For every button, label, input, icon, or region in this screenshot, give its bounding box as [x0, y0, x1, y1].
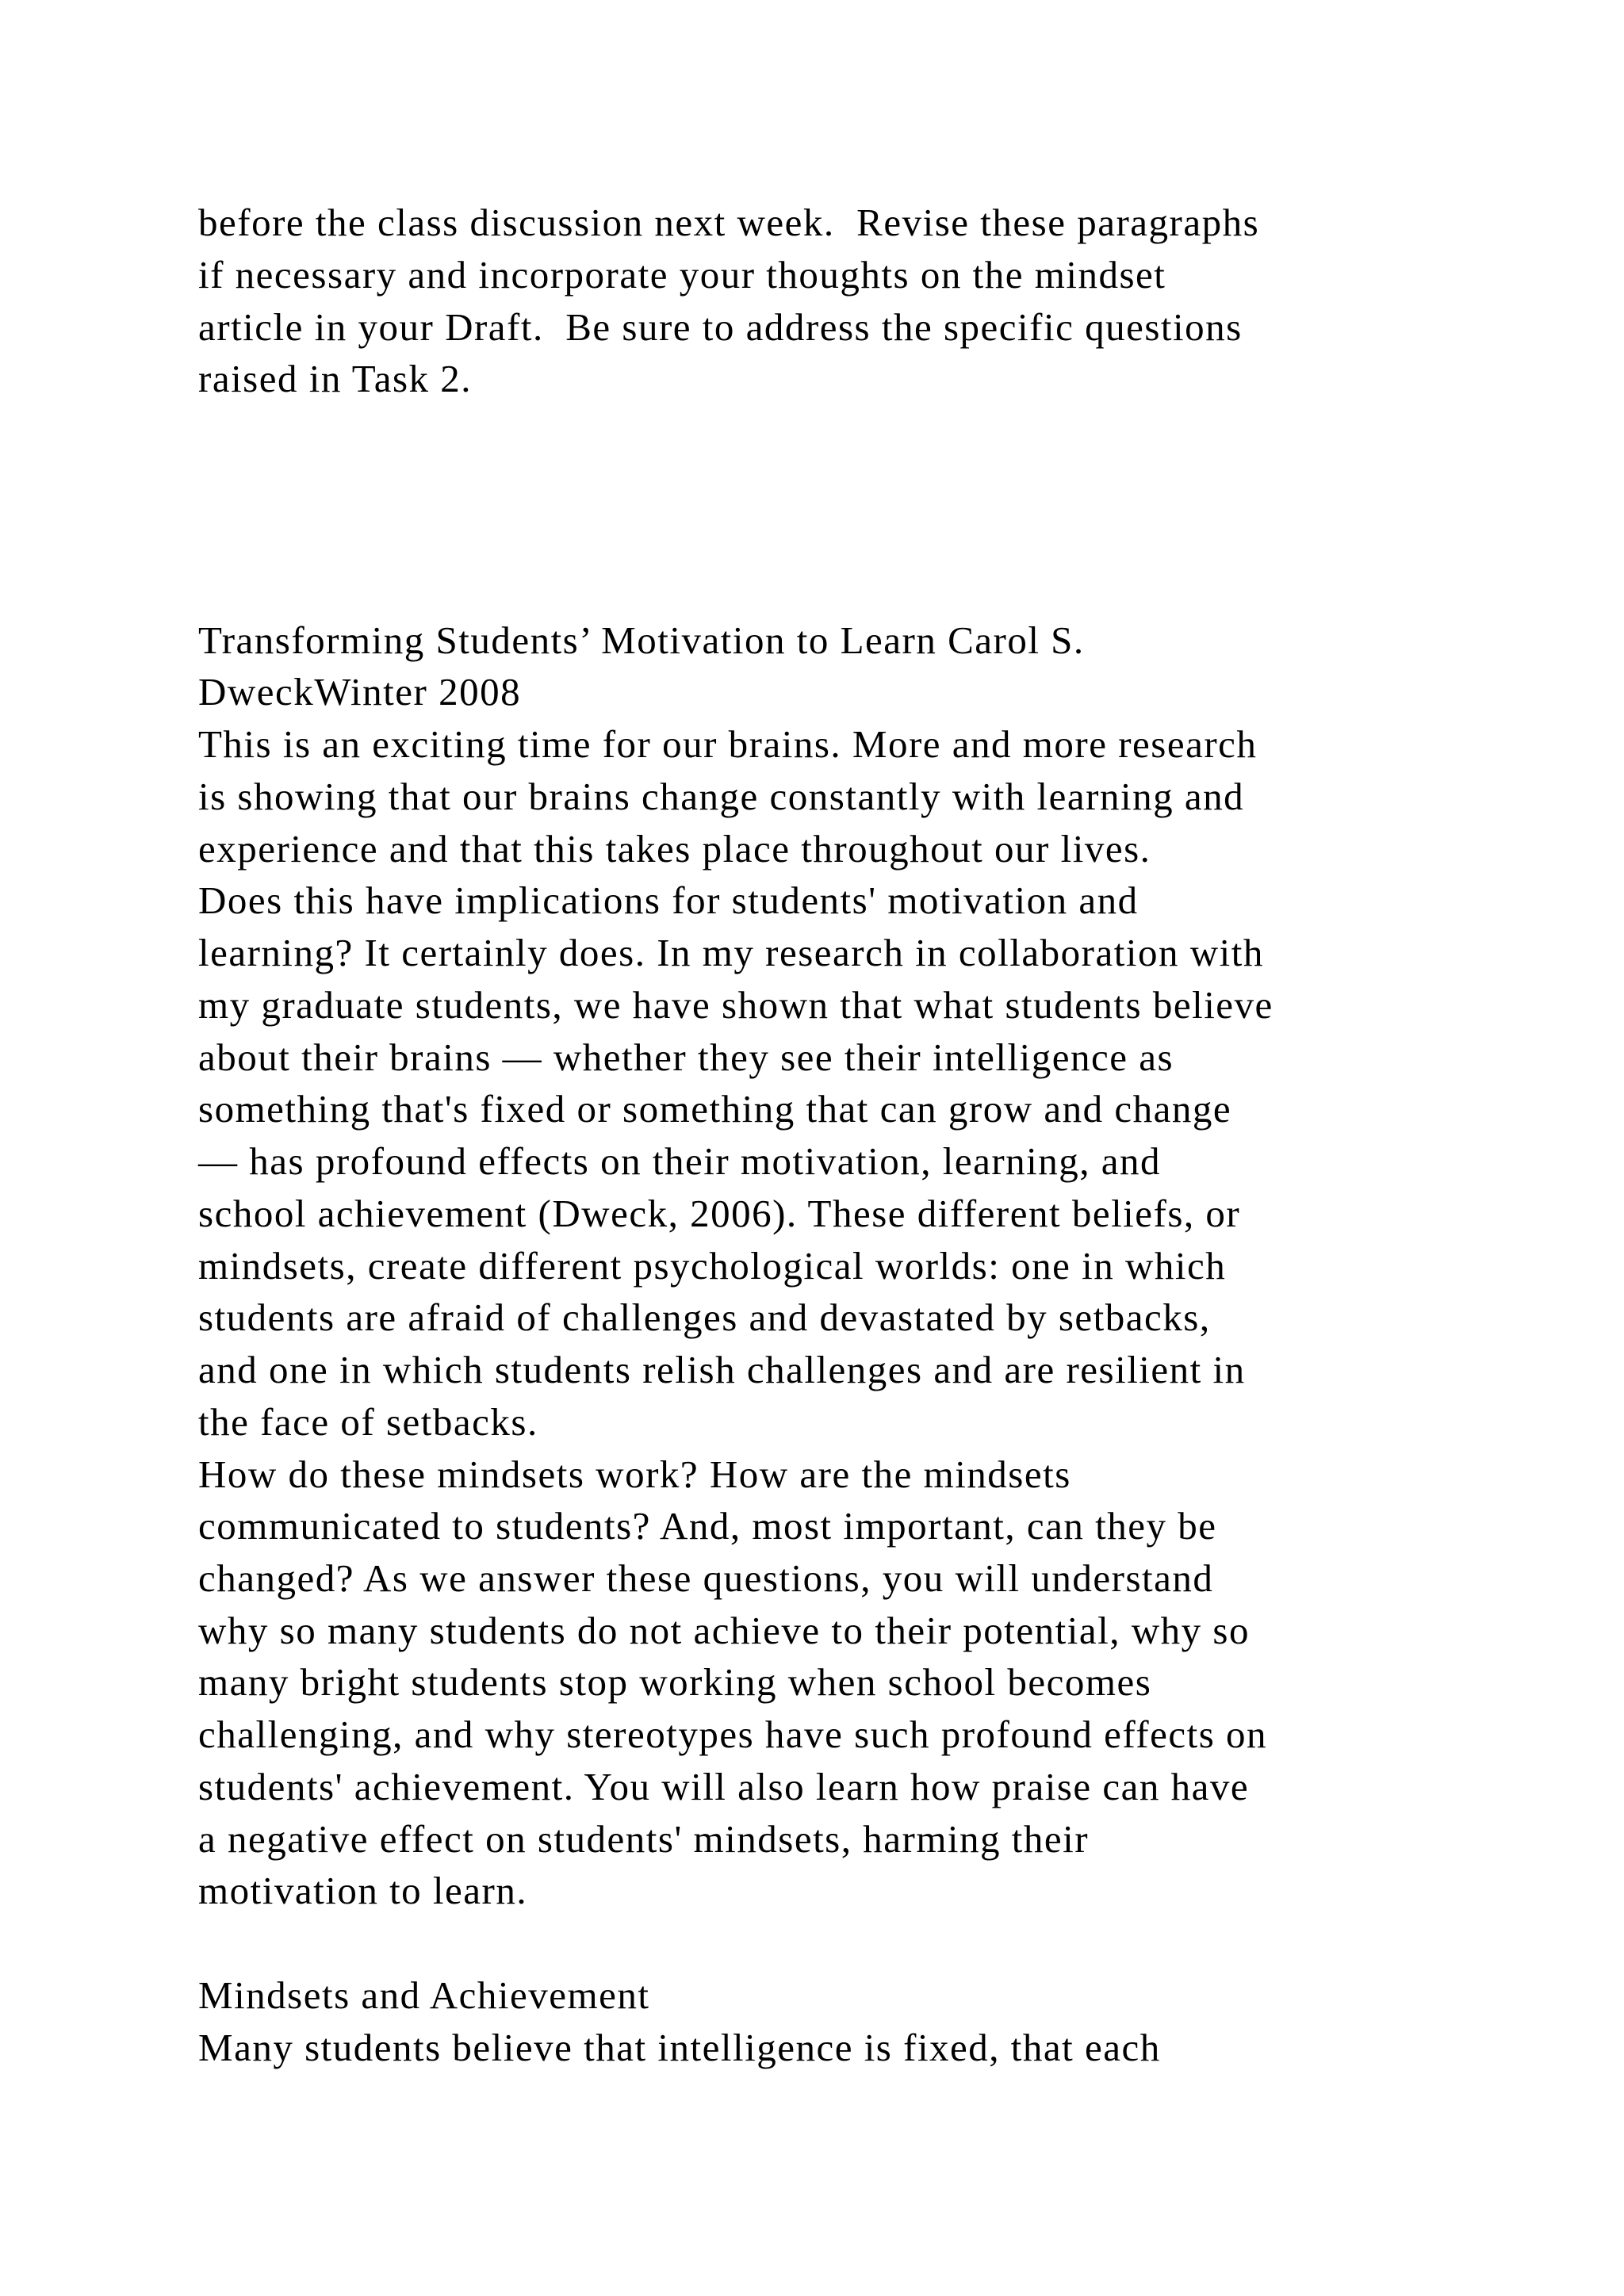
title-line: DweckWinter 2008	[198, 670, 522, 714]
text-line: students are afraid of challenges and devastated by setbacks,	[198, 1295, 1211, 1339]
text-line: students' achievement. You will also learn how praise can have	[198, 1765, 1250, 1808]
text-line: the face of setbacks.	[198, 1400, 538, 1444]
text-line: raised in Task 2.	[198, 357, 473, 400]
text-line: article in your Draft. Be sure to address the specific questions	[198, 305, 1243, 349]
text-line: Many students believe that intelligence is fixed, that each	[198, 2026, 1161, 2069]
text-line: school achievement (Dweck, 2006). These different beliefs, or	[198, 1192, 1241, 1235]
text-line: a negative effect on students' mindsets, harming their	[198, 1817, 1090, 1861]
text-line: communicated to students? And, most important, can they be	[198, 1504, 1217, 1548]
text-line: is showing that our brains change constantly with learning and	[198, 775, 1245, 818]
text-line: changed? As we answer these questions, you will understand	[198, 1556, 1214, 1600]
text-line: before the class discussion next week. Revise these paragraphs	[198, 201, 1260, 244]
text-line: and one in which students relish challenges and are resilient in	[198, 1348, 1246, 1391]
text-line: if necessary and incorporate your thoughts on the mindset	[198, 253, 1166, 297]
text-line: — has profound effects on their motivation, learning, and	[198, 1139, 1162, 1183]
title-line: Transforming Students’ Motivation to Learn Carol S.	[198, 618, 1085, 662]
section-heading: Mindsets and Achievement	[198, 1973, 650, 2017]
text-line: many bright students stop working when school becomes	[198, 1660, 1152, 1704]
text-line: something that's fixed or something that can grow and change	[198, 1087, 1232, 1131]
text-line: challenging, and why stereotypes have such profound effects on	[198, 1712, 1268, 1756]
text-line: my graduate students, we have shown that what students believe	[198, 983, 1274, 1027]
text-line: How do these mindsets work? How are the mindsets	[198, 1452, 1071, 1496]
text-line: This is an exciting time for our brains. More and more research	[198, 722, 1258, 766]
text-line: why so many students do not achieve to their potential, why so	[198, 1609, 1250, 1652]
text-line: motivation to learn.	[198, 1869, 528, 1912]
text-line: about their brains — whether they see their intelligence as	[198, 1035, 1174, 1079]
text-line: Does this have implications for students' motivation and	[198, 878, 1139, 922]
text-line: mindsets, create different psychological worlds: one in which	[198, 1244, 1227, 1288]
text-line: experience and that this takes place throughout our lives.	[198, 827, 1151, 871]
text-line: learning? It certainly does. In my research in collaboration with	[198, 931, 1264, 974]
